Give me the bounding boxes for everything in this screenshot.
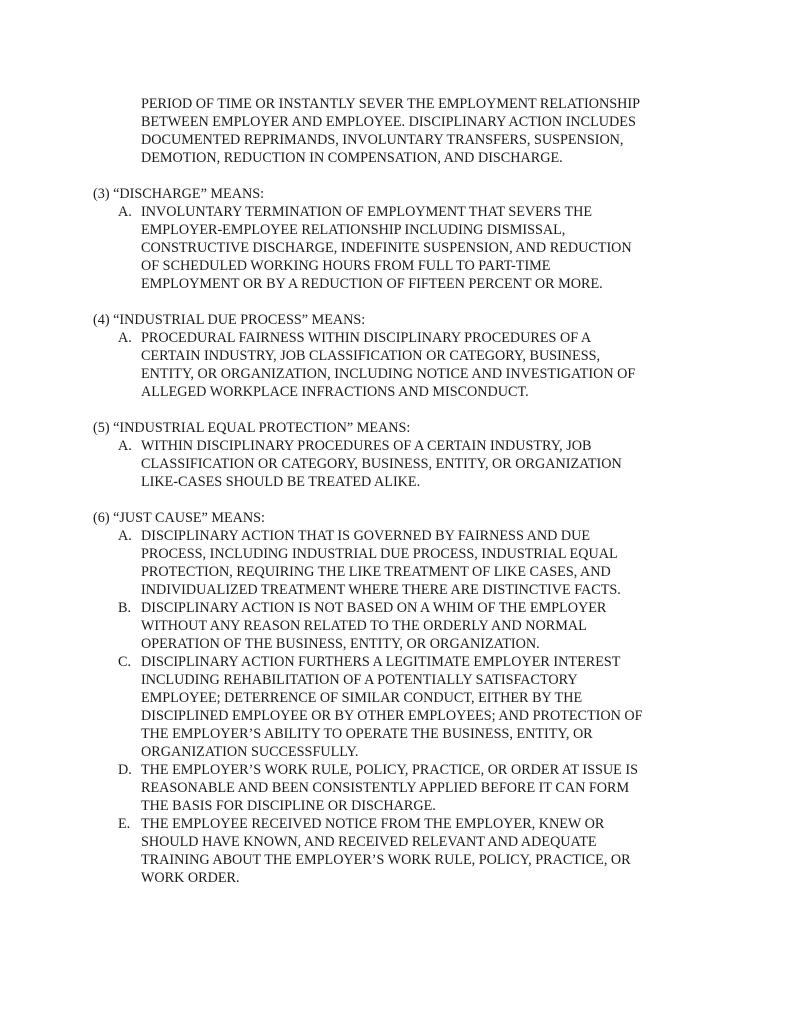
text-line: EMPLOYMENT OR BY A REDUCTION OF FIFTEEN PERCENT OR MORE. — [141, 276, 603, 292]
text-line: INVOLUNTARY TERMINATION OF EMPLOYMENT THAT SEVERS THE — [141, 204, 593, 220]
text-line: WORK ORDER. — [141, 870, 240, 886]
section-heading-just-cause: (6) “JUST CAUSE” MEANS: — [93, 510, 265, 526]
list-marker: D. — [118, 762, 132, 778]
list-marker: A. — [118, 330, 132, 346]
list-item-text — [141, 815, 631, 887]
continuation-paragraph — [141, 95, 640, 167]
text-line: THE EMPLOYER’S WORK RULE, POLICY, PRACTICE, OR ORDER AT ISSUE IS — [141, 762, 639, 778]
list-marker: A. — [118, 528, 132, 544]
text-line: INCLUDING REHABILITATION OF A POTENTIALLY SATISFACTORY — [141, 672, 578, 688]
text-line: DEMOTION, REDUCTION IN COMPENSATION, AND DISCHARGE. — [141, 150, 563, 166]
text-line: ENTITY, OR ORGANIZATION, INCLUDING NOTICE AND INVESTIGATION OF — [141, 366, 636, 382]
text-line: ORGANIZATION SUCCESSFULLY. — [141, 744, 359, 760]
text-line: PROCESS, INCLUDING INDUSTRIAL DUE PROCESS, INDUSTRIAL EQUAL — [141, 546, 618, 562]
list-item-text — [141, 761, 638, 815]
text-line: TRAINING ABOUT THE EMPLOYER’S WORK RULE, POLICY, PRACTICE, OR — [141, 852, 631, 868]
text-line: DOCUMENTED REPRIMANDS, INVOLUNTARY TRANSFERS, SUSPENSION, — [141, 132, 624, 148]
list-marker: A. — [118, 204, 132, 220]
text-line: DISCIPLINARY ACTION IS NOT BASED ON A WHIM OF THE EMPLOYER — [141, 600, 607, 616]
text-line: PROTECTION, REQUIRING THE LIKE TREATMENT OF LIKE CASES, AND — [141, 564, 611, 580]
text-line: REASONABLE AND BEEN CONSISTENTLY APPLIED BEFORE IT CAN FORM — [141, 780, 630, 796]
list-marker: E. — [118, 816, 131, 832]
section-heading-industrial-equal-protection: (5) “INDUSTRIAL EQUAL PROTECTION” MEANS: — [93, 420, 411, 436]
text-line: WITHIN DISCIPLINARY PROCEDURES OF A CERTAIN INDUSTRY, JOB — [141, 438, 592, 454]
text-line: DISCIPLINED EMPLOYEE OR BY OTHER EMPLOYEES; AND PROTECTION OF — [141, 708, 643, 724]
text-line: ALLEGED WORKPLACE INFRACTIONS AND MISCONDUCT. — [141, 384, 529, 400]
text-line: BETWEEN EMPLOYER AND EMPLOYEE. DISCIPLINARY ACTION INCLUDES — [141, 114, 636, 130]
text-line: OF SCHEDULED WORKING HOURS FROM FULL TO PART-TIME — [141, 258, 551, 274]
text-line: CLASSIFICATION OR CATEGORY, BUSINESS, ENTITY, OR ORGANIZATION — [141, 456, 622, 472]
text-line: THE BASIS FOR DISCIPLINE OR DISCHARGE. — [141, 798, 436, 814]
text-line: THE EMPLOYEE RECEIVED NOTICE FROM THE EMPLOYER, KNEW OR — [141, 816, 605, 832]
text-line: EMPLOYER-EMPLOYEE RELATIONSHIP INCLUDING DISMISSAL, — [141, 222, 566, 238]
list-item-text — [141, 329, 635, 401]
text-line: EMPLOYEE; DETERRENCE OF SIMILAR CONDUCT, EITHER BY THE — [141, 690, 583, 706]
list-item-text — [141, 527, 621, 599]
text-line: SHOULD HAVE KNOWN, AND RECEIVED RELEVANT AND ADEQUATE — [141, 834, 597, 850]
list-marker: C. — [118, 654, 132, 670]
list-item-text — [141, 599, 606, 653]
text-line: CERTAIN INDUSTRY, JOB CLASSIFICATION OR CATEGORY, BUSINESS, — [141, 348, 601, 364]
text-line: PROCEDURAL FAIRNESS WITHIN DISCIPLINARY PROCEDURES OF A — [141, 330, 592, 346]
section-heading-discharge: (3) “DISCHARGE” MEANS: — [93, 186, 265, 202]
text-line: PERIOD OF TIME OR INSTANTLY SEVER THE EMPLOYMENT RELATIONSHIP — [141, 96, 641, 112]
text-line: OPERATION OF THE BUSINESS, ENTITY, OR ORGANIZATION. — [141, 636, 540, 652]
text-line: LIKE-CASES SHOULD BE TREATED ALIKE. — [141, 474, 421, 490]
text-line: DISCIPLINARY ACTION THAT IS GOVERNED BY FAIRNESS AND DUE — [141, 528, 591, 544]
text-line: THE EMPLOYER’S ABILITY TO OPERATE THE BUSINESS, ENTITY, OR — [141, 726, 593, 742]
list-item-text — [141, 203, 632, 293]
list-item-text — [141, 653, 643, 761]
text-line: DISCIPLINARY ACTION FURTHERS A LEGITIMATE EMPLOYER INTEREST — [141, 654, 621, 670]
text-line: WITHOUT ANY REASON RELATED TO THE ORDERLY AND NORMAL — [141, 618, 587, 634]
text-line: CONSTRUCTIVE DISCHARGE, INDEFINITE SUSPENSION, AND REDUCTION — [141, 240, 632, 256]
list-marker: A. — [118, 438, 132, 454]
list-item-text — [141, 437, 622, 491]
section-heading-industrial-due-process: (4) “INDUSTRIAL DUE PROCESS” MEANS: — [93, 312, 366, 328]
list-marker: B. — [118, 600, 132, 616]
text-line: INDIVIDUALIZED TREATMENT WHERE THERE ARE DISTINCTIVE FACTS. — [141, 582, 621, 598]
